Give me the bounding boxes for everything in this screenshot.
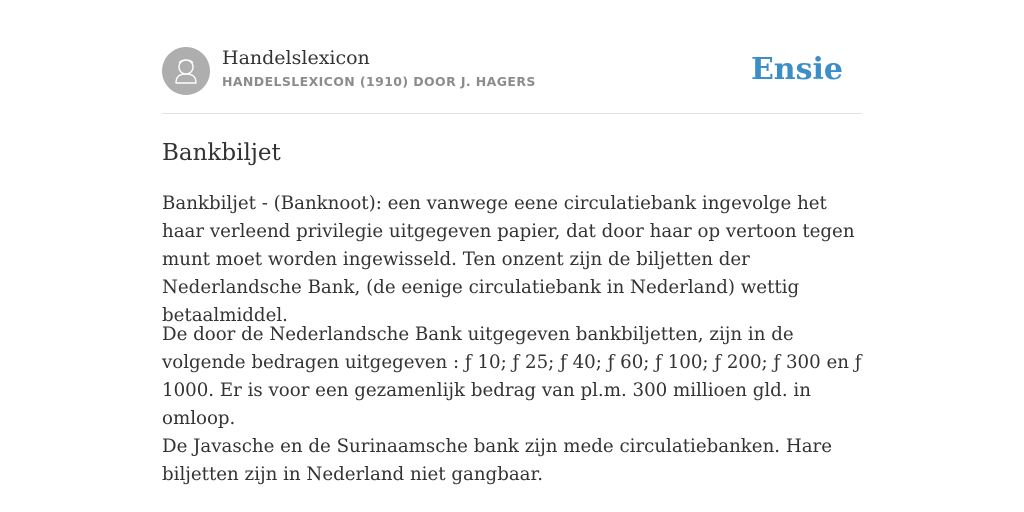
source-avatar[interactable] [162,47,210,95]
entry-paragraph-2: De door de Nederlandsche Bank uitgegeven bankbiljetten, zijn in de volgende bedragen uitgegeven : ƒ 10; ƒ 25; ƒ 40; ƒ 60; ƒ 100; ƒ 200; ƒ 300 en ƒ 1000. Er is voor een gezamenlijk bedrag van pl.m. 300 millioen gld. in omloop. [162,324,862,429]
entry-paragraph-3: De Javasche en de Surinaamsche bank zijn mede circulatiebanken. Hare biljetten zijn in Nederland niet gangbaar. [162,436,833,485]
header-divider [162,113,862,114]
ensie-logo-link[interactable]: Ensie [750,52,843,87]
user-silhouette-icon [162,47,210,95]
entry-paragraph-1: Bankbiljet - (Banknoot): een vanwege eene circulatiebank ingevolge het haar verleend privilegie uitgegeven papier, dat door haar op vertoon tegen munt moet worden ingewisseld. Ten onzent zijn de biljetten der Nederlandsche Bank, (de eenige circulatiebank in Nederland) wettig betaalmiddel. [162,193,855,326]
source-title[interactable]: Handelslexicon [222,47,370,69]
source-subtitle[interactable]: HANDELSLEXICON (1910) DOOR J. HAGERS [222,74,536,89]
entry-title: Bankbiljet [162,140,281,166]
article-header [162,46,862,96]
article-page [162,0,862,512]
